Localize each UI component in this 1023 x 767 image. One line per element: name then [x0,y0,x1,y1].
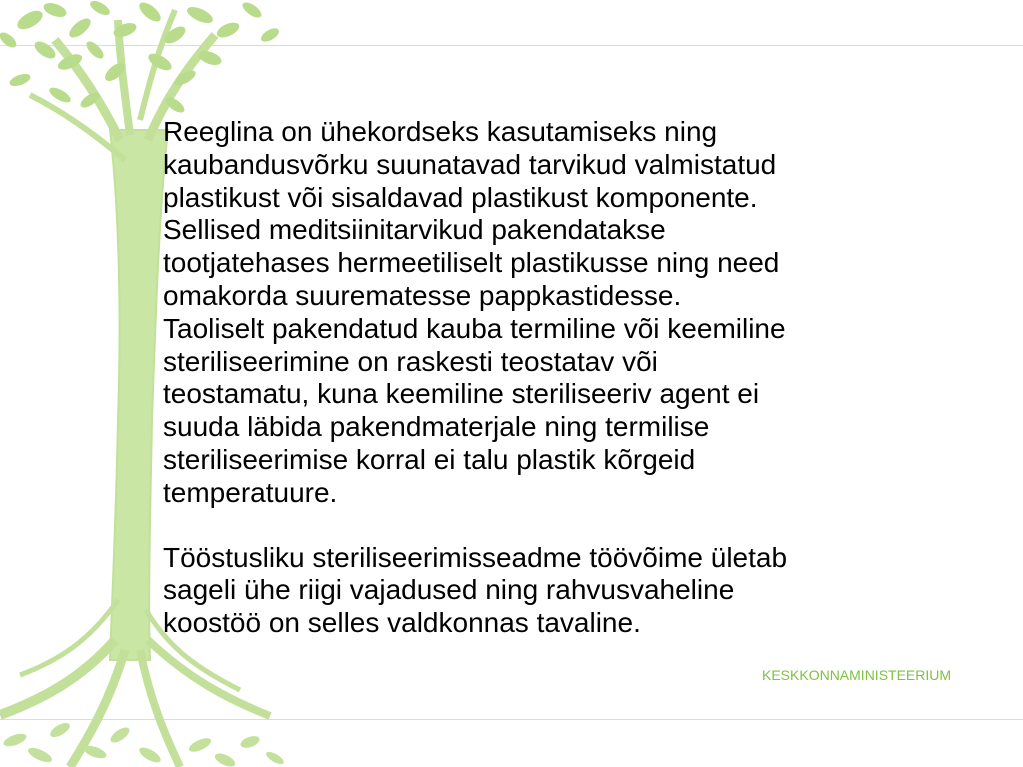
paragraph-2: Tööstusliku steriliseerimisseadme töövõime ületab sageli ühe riigi vajadused ning rahvusvaheline koostöö on selles valdkonnas tavaline. [163,541,788,639]
leaf-ground [2,720,286,767]
slide-body [163,116,983,640]
footer-brand: KESKKONNAMINISTEERIUM [762,667,952,683]
paragraph-1: Reeglina on ühekordseks kasutamiseks ning kaubandusvõrku suunatavad tarvikud valmistatud plastikust või sisaldavad plastikust komponente. Sellised meditsiinitarvikud pakendatakse tootjatehases hermeetiliselt plastikusse ning need omakorda suurematesse pappkastidesse. Taoliselt pakendatud kauba termiline või keemiline steriliseerimine on raskesti teostatav või teostamatu, kuna keemiline steriliseeriv agent ei suuda läbida pakendmaterjale ning termilise steriliseerimise korral ei talu plastik kõrgeid temperatuure. [163,116,786,508]
